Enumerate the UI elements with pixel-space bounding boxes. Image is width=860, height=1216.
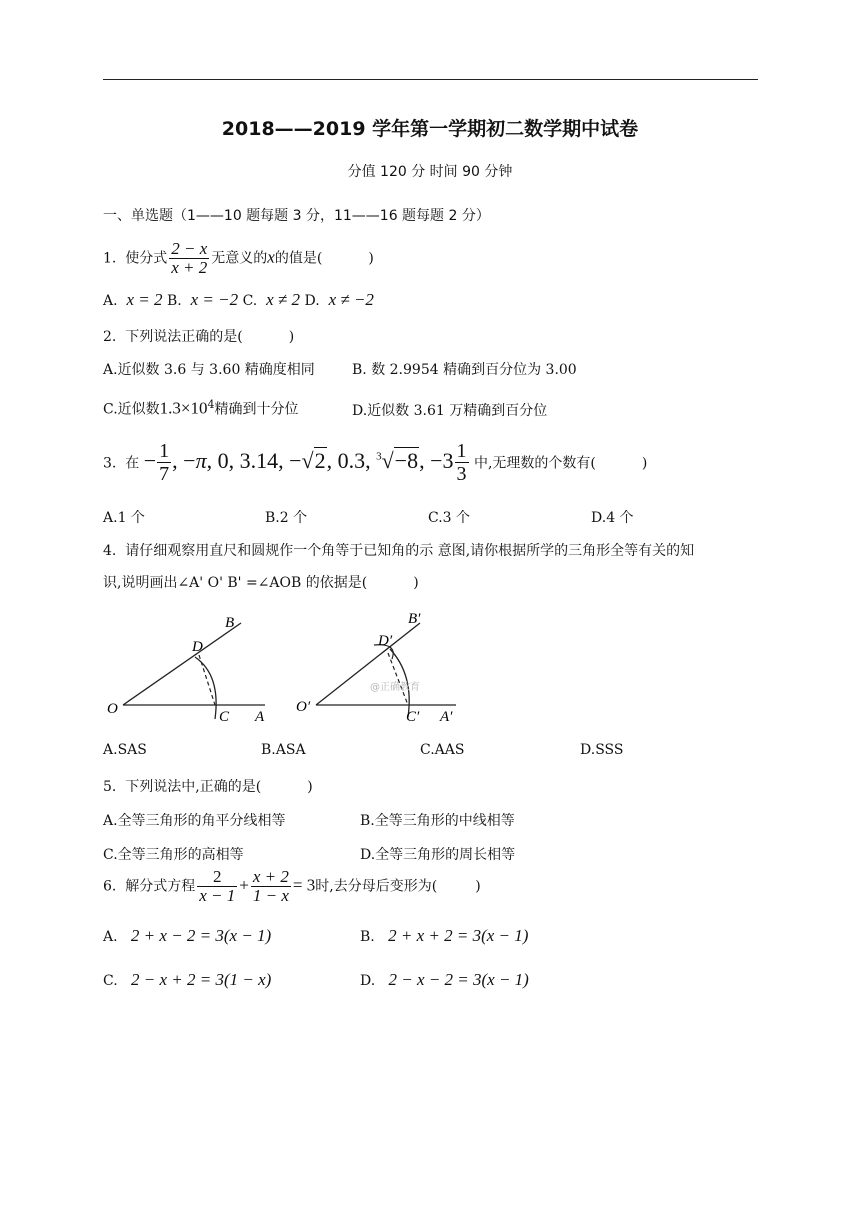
q2-option-c-row	[103, 398, 299, 419]
q5-option-a: 全等三角形的角平分线相等	[117, 813, 286, 829]
q5-option-d-label: D.	[360, 847, 376, 863]
q1-frac-num: 2 − x	[171, 239, 208, 258]
q3-option-d-label: D.	[591, 510, 607, 526]
q1-option-a-label: A.	[103, 293, 118, 309]
q5-option-a-label: A.	[103, 813, 118, 829]
q2-option-a-label: A.	[103, 362, 118, 378]
q4-option-a-row	[103, 742, 147, 758]
q5-option-c: 全等三角形的高相等	[117, 847, 244, 863]
q2-number: 2.	[103, 329, 117, 345]
section-heading: 一、单选题（1——10 题每题 3 分，11——16 题每题 2 分）	[103, 208, 490, 224]
q2-option-b-label: B.	[352, 362, 367, 378]
q1-close: )	[368, 250, 374, 267]
q6-option-b-label: B.	[360, 929, 375, 945]
q4-close: )	[413, 575, 419, 591]
q6-option-a-row	[103, 926, 271, 946]
q6-stem-pre: 解分式方程	[125, 878, 196, 895]
q5-option-b-label: B.	[360, 813, 375, 829]
q1-option-d-label: D.	[304, 293, 320, 309]
fig2-label-o: O′	[296, 699, 311, 715]
q2-option-c-post: 精确到十分位	[214, 401, 299, 418]
q5-option-a-row	[103, 810, 286, 830]
q6-option-a-label: A.	[103, 929, 118, 945]
q3-option-c-label: C.	[428, 510, 443, 526]
fig2-label-d: D′	[378, 633, 393, 649]
fig2-label-c: C′	[406, 709, 420, 725]
q6-option-b: 2 + x + 2 = 3(x − 1)	[388, 926, 529, 945]
q6-option-b-row	[360, 926, 528, 946]
q4-option-c: AAS	[434, 742, 465, 758]
q3-option-a-label: A.	[103, 510, 118, 526]
q6-fraction-1	[197, 868, 237, 905]
q6-stem-post: 时,去分母后变形为(	[315, 878, 438, 895]
q1-stem-post: 无意义的	[211, 250, 268, 267]
q4-stem-line1: 请仔细观察用直尺和圆规作一个角等于已知角的示 意图,请你根据所学的三角形全等有关的知	[125, 543, 695, 559]
q4-option-c-label: C.	[420, 742, 435, 758]
q1-option-c: x ≠ 2	[266, 290, 301, 309]
q5-option-c-row	[103, 844, 244, 864]
q4-option-d-label: D.	[580, 742, 596, 758]
q1-number: 1.	[103, 250, 117, 267]
fig1-label-b: B	[225, 615, 235, 631]
q2-option-c-label: C.	[103, 401, 118, 418]
q4-stem-line2: 识,说明画出∠A' O' B' =∠AOB 的依据是(	[103, 575, 368, 591]
figure-left	[103, 605, 278, 730]
q2-option-c-math: 1.3×10	[159, 398, 208, 418]
q2-close: )	[288, 329, 295, 345]
q2-stem: 下列说法正确的是(	[125, 329, 243, 345]
q1-stem-end: 的值是(	[274, 250, 323, 267]
q6-f2-num: x + 2	[252, 867, 289, 886]
q1-stem-pre: 使分式	[125, 250, 168, 267]
q6-equals: = 3	[292, 875, 316, 895]
q5-stem: 下列说法中,正确的是(	[125, 779, 262, 795]
q6-option-c-row	[103, 970, 271, 990]
q2-option-d: 近似数 3.61 万精确到百分位	[367, 403, 548, 419]
q6-number: 6.	[103, 878, 117, 895]
q4-option-a-label: A.	[103, 742, 118, 758]
q3-number: 3.	[103, 455, 117, 472]
fig1-label-a: A	[255, 709, 265, 725]
q1-var: x	[267, 247, 275, 267]
question-1	[103, 240, 374, 277]
q5-number: 5.	[103, 779, 117, 795]
q2-option-c-sup: 4	[207, 398, 215, 411]
q3-stem-pre: 在	[125, 455, 140, 472]
fig1-label-d: D	[192, 639, 203, 655]
q2-option-d-label: D.	[352, 403, 368, 419]
q6-f1-num: 2	[197, 868, 237, 887]
q3-option-b: 2 个	[279, 510, 308, 526]
q5-option-c-label: C.	[103, 847, 118, 863]
q2-option-a: 近似数 3.6 与 3.60 精确度相同	[117, 362, 315, 378]
q6-close: )	[475, 878, 481, 895]
q4-option-b-label: B.	[261, 742, 276, 758]
q3-number-list: − $\frac{1}{7}$ , −π, 0, 3.14, −√2, 0.3, $^3$√−8, −3 $\frac{1}{3}$	[143, 440, 467, 485]
header-rule	[103, 79, 758, 80]
q3-option-c-row	[428, 507, 470, 527]
q4-option-d-row	[580, 742, 623, 758]
question-5	[103, 776, 313, 796]
q1-option-b-label: B.	[166, 293, 182, 309]
q6-plus: +	[239, 875, 249, 895]
q6-f1-den: x − 1	[199, 886, 236, 905]
fig2-label-b: B′	[408, 611, 421, 627]
q4-option-d: SSS	[595, 742, 624, 758]
q4-number: 4.	[103, 543, 117, 559]
fig1-label-o: O	[107, 701, 118, 717]
q4-option-a: SAS	[117, 742, 147, 758]
q6-option-d-row	[360, 970, 529, 990]
q3-option-a: 1 个	[117, 510, 145, 526]
q1-option-d: x ≠ −2	[328, 290, 374, 309]
fig1-label-c: C	[219, 709, 230, 725]
q2-option-a-row	[103, 359, 315, 379]
question-4-line1	[103, 540, 694, 560]
exam-title: 2018——2019 学年第一学期初二数学期中试卷	[221, 118, 639, 140]
figure-right	[290, 603, 470, 730]
question-2	[103, 326, 294, 346]
q1-option-a: x = 2	[126, 290, 163, 309]
fig2-label-a: A′	[440, 709, 453, 725]
q3-option-b-row	[265, 507, 307, 527]
q1-fraction	[169, 240, 209, 277]
q5-option-b-row	[360, 810, 515, 830]
q4-option-b-row	[261, 742, 306, 758]
q1-option-c-label: C.	[242, 293, 258, 309]
q5-option-d-row	[360, 844, 515, 864]
q6-option-d-label: D.	[360, 973, 376, 989]
q3-option-c: 3 个	[442, 510, 471, 526]
q2-option-b-row	[352, 359, 577, 379]
q2-option-d-row	[352, 400, 547, 420]
q4-option-b: ASA	[275, 742, 306, 758]
q5-close: )	[307, 779, 313, 795]
q6-f2-den: 1 − x	[252, 886, 289, 905]
q1-options	[103, 290, 374, 310]
question-4-line2	[103, 572, 419, 592]
watermark: @正确教育	[370, 682, 420, 693]
q4-option-c-row	[420, 742, 464, 758]
question-3	[103, 440, 647, 485]
q3-option-a-row	[103, 507, 145, 527]
q6-option-c-label: C.	[103, 973, 118, 989]
q3-option-b-label: B.	[265, 510, 280, 526]
question-6	[103, 868, 481, 905]
q3-option-d-row	[591, 507, 634, 527]
exam-subtitle: 分值 120 分 时间 90 分钟	[347, 164, 513, 180]
q1-frac-den: x + 2	[171, 258, 208, 277]
q6-option-a: 2 + x − 2 = 3(x − 1)	[130, 926, 272, 945]
q2-option-b: 数 2.9954 精确到百分位为 3.00	[371, 362, 577, 378]
q3-option-d: 4 个	[606, 510, 634, 526]
q5-option-d: 全等三角形的周长相等	[375, 847, 516, 863]
q5-option-b: 全等三角形的中线相等	[374, 813, 515, 829]
q1-option-b: x = −2	[190, 290, 239, 309]
q6-option-d: 2 − x − 2 = 3(x − 1)	[388, 970, 529, 989]
q2-option-c-pre: 近似数	[117, 401, 160, 418]
q6-fraction-2	[251, 868, 291, 905]
q6-option-c: 2 − x + 2 = 3(1 − x)	[131, 970, 272, 989]
q3-close: )	[641, 455, 648, 472]
q3-stem-post: 中,无理数的个数有(	[473, 455, 596, 472]
